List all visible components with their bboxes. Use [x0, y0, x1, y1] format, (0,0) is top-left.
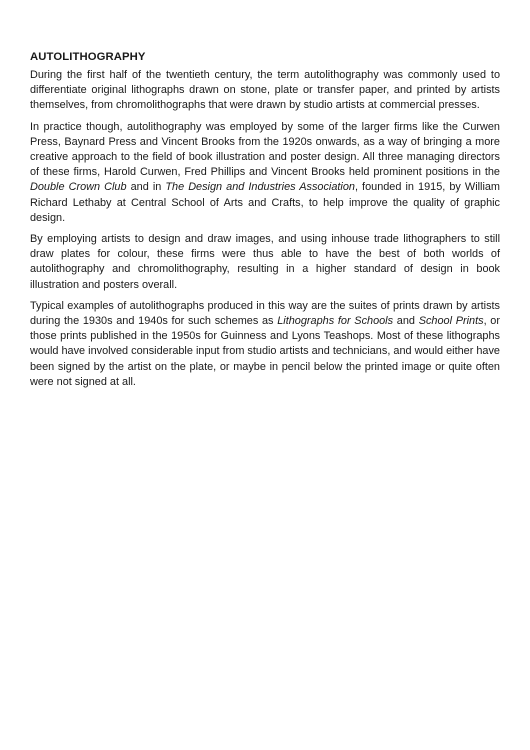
paragraph-4-text-1: Typical examples of autolithographs produced in this way are the suites of prints drawn by artists during the 1930s and 1940s for such schemes as	[30, 299, 500, 328]
paragraph-4-text-3: , or those prints published in the 1950s for Guinness and Lyons Teashops. Most of these lithographs would have involved considerable input from studio artists and technicians, and would either have been signed by the artist on the plate, or maybe in pencil below the printed image or quite often were not signed at all.	[30, 315, 500, 388]
paragraph-4-text-2: and	[393, 315, 419, 328]
paragraph-2-text-3: , founded in 1915, by William Richard Lethaby at Central School of Arts and Crafts, to help improve the quality of graphic design.	[30, 181, 500, 224]
paragraph-2-italic-design-industries-association: The Design and Industries Association	[165, 181, 355, 194]
paragraph-4-italic-school-prints: School Prints	[418, 315, 484, 328]
document-title: AUTOLITHOGRAPHY	[30, 51, 146, 63]
paragraph-2-text-2: and in	[126, 181, 166, 194]
paragraph-1-text-1: During the first half of the twentieth century, the term autolithography was commonly used to differentiate original lithographs drawn on stone, plate or transfer paper, and printed by artists themselves, from chromolithographs that were drawn by studio artists at commercial presses.	[30, 69, 500, 112]
paragraph-1	[30, 68, 500, 114]
paragraph-4-italic-lithographs-for-schools: Lithographs for Schools	[277, 315, 394, 328]
paragraph-2	[30, 120, 500, 226]
paragraph-4	[30, 299, 500, 390]
paragraph-2-italic-double-crown-club: Double Crown Club	[30, 181, 127, 194]
paragraph-2-text-1: In practice though, autolithography was employed by some of the larger firms like the Curwen Press, Baynard Press and Vincent Brooks from the 1920s onwards, as a way of bringing a more creative approach to the field of book illustration and poster design. All three managing directors of these firms, Harold Curwen, Fred Phillips and Vincent Brooks held prominent positions in the	[30, 120, 500, 179]
paragraph-3-text-1: By employing artists to design and draw images, and using inhouse trade lithographers to still draw plates for colour, these firms were thus able to have the best of both worlds of autolithography and chromolithography, resulting in a higher standard of design in book illustration and posters overall.	[30, 233, 500, 291]
paragraph-3	[30, 232, 500, 293]
